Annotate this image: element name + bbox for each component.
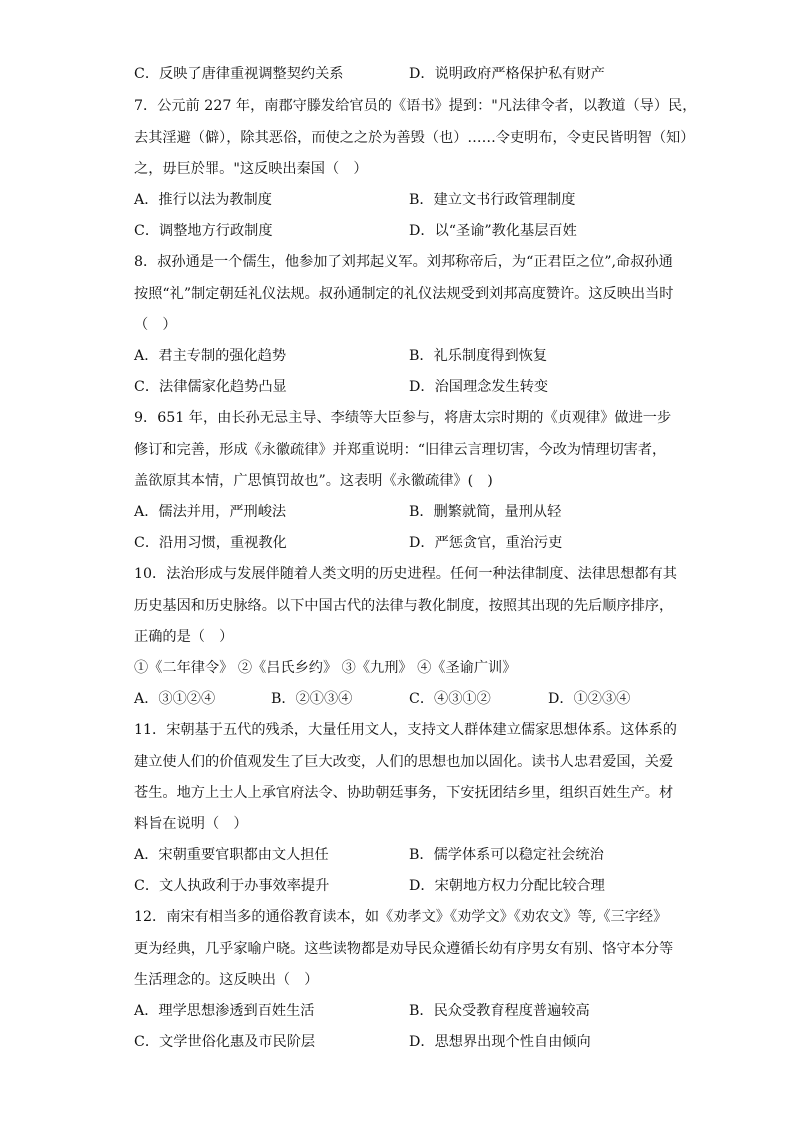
q8-option-c: C．法律儒家化趋势凸显 <box>134 379 287 395</box>
q6-option-d: D．说明政府严格保护私有财产 <box>409 66 605 82</box>
q8-option-b: B．礼乐制度得到恢复 <box>409 348 548 364</box>
q9-stem-line-1: 9．651 年，由长孙无忌主导、李绩等大臣参与，将唐太宗时期的《贞观律》做进一步 <box>134 410 672 426</box>
q11-stem-line-4: 料旨在说明（ ） <box>134 816 248 832</box>
q9-stem-line-3: 盖欲原其本情，广思慎罚故也”。这表明《永徽疏律》( ) <box>134 473 493 489</box>
q8-stem-line-3: （ ） <box>134 317 177 333</box>
q11-option-c: C．文人执政利于办事效率提升 <box>134 878 330 894</box>
q12-stem-line-3: 生活理念的。这反映出（ ） <box>134 972 319 988</box>
q11-stem-line-1: 11．宋朝基于五代的残杀，大量任用文人，支持文人群体建立儒家思想体系。这体系的 <box>134 722 677 738</box>
q7-stem-line-3: 之，毋巨於罪。"这反映出秦国（ ） <box>134 161 368 177</box>
q7-stem-line-1: 7．公元前 227 年，南郡守滕发给官员的《语书》提到："凡法律令者，以教道（导）民， <box>134 98 697 114</box>
q12-option-a: A．理学思想渗透到百姓生活 <box>134 1003 315 1019</box>
q7-stem-line-2: 去其淫避（僻），除其恶俗，而使之之於为善毁（也）……令吏明布，令吏民皆明智（知） <box>134 130 695 146</box>
q9-option-d: D．严惩贪官，重治污吏 <box>409 535 563 551</box>
q8-option-d: D．治国理念发生转变 <box>409 379 549 395</box>
q9-option-b: B．删繁就简，量刑从轻 <box>409 504 562 520</box>
q12-option-d: D．思想界出现个性自由倾向 <box>409 1034 591 1050</box>
q8-stem-line-1: 8．叔孙通是一个儒生，他参加了刘邦起义军。刘邦称帝后，为“正君臣之位”,命叔孙通 <box>134 254 673 270</box>
q11-stem-line-3: 苍生。地方上士人上承官府法令、协助朝廷事务，下安抚团结乡里，组织百姓生产。材 <box>134 785 674 801</box>
q11-stem-line-2: 建立使人们的价值观发生了巨大改变，人们的思想也加以固化。读书人忠君爱国，关爱 <box>134 754 674 770</box>
q12-stem-line-2: 更为经典，几乎家喻户晓。这些读物都是劝导民众遵循长幼有序男女有别、恪守本分等 <box>134 941 674 957</box>
q6-option-c: C．反映了唐律重视调整契约关系 <box>134 66 344 82</box>
q10-stem-line-2: 历史基因和历史脉络。以下中国古代的法律与教化制度，按照其出现的先后顺序排序， <box>134 598 674 614</box>
q9-stem-line-2: 修订和完善，形成《永徽疏律》并郑重说明：“旧律云言理切害，今改为情理切害者， <box>134 442 667 458</box>
q12-option-b: B．民众受教育程度普遍较高 <box>409 1003 590 1019</box>
q7-option-a: A．推行以法为教制度 <box>134 192 272 208</box>
q10-option-a: A．③①②④ <box>134 691 216 707</box>
q8-stem-line-2: 按照“礼”制定朝廷礼仪法规。叔孙通制定的礼仪法规受到刘邦高度赞许。这反映出当时 <box>134 286 674 302</box>
q10-stem-line-3: 正确的是（ ） <box>134 629 234 645</box>
q10-option-c: C．④③①② <box>409 691 491 707</box>
q11-option-d: D．宋朝地方权力分配比较合理 <box>409 878 605 894</box>
q8-option-a: A．君主专制的强化趋势 <box>134 348 287 364</box>
q12-stem-line-1: 12．南宋有相当多的通俗教育读本，如《劝孝文》《劝学文》《劝农文》等,《三字经》 <box>134 909 668 925</box>
q11-option-b: B．儒学体系可以稳定社会统治 <box>409 847 604 863</box>
q7-option-d: D．以“圣谕”教化基层百姓 <box>409 223 577 239</box>
q12-option-c: C．文学世俗化惠及市民阶层 <box>134 1034 316 1050</box>
q7-option-b: B．建立文书行政管理制度 <box>409 192 576 208</box>
q9-option-a: A．儒法并用，严刑峻法 <box>134 504 287 520</box>
q10-stem-line-1: 10．法治形成与发展伴随着人类文明的历史进程。任何一种法律制度、法律思想都有其 <box>134 566 677 582</box>
q10-items: ①《二年律令》 ②《吕氏乡约》 ③《九刑》 ④《圣谕广训》 <box>134 660 517 676</box>
q10-option-d: D．①②③④ <box>548 691 631 707</box>
q11-option-a: A．宋朝重要官职都由文人担任 <box>134 847 329 863</box>
q7-option-c: C．调整地方行政制度 <box>134 223 273 239</box>
q9-option-c: C．沿用习惯，重视教化 <box>134 535 287 551</box>
q10-option-b: B．②①③④ <box>271 691 353 707</box>
